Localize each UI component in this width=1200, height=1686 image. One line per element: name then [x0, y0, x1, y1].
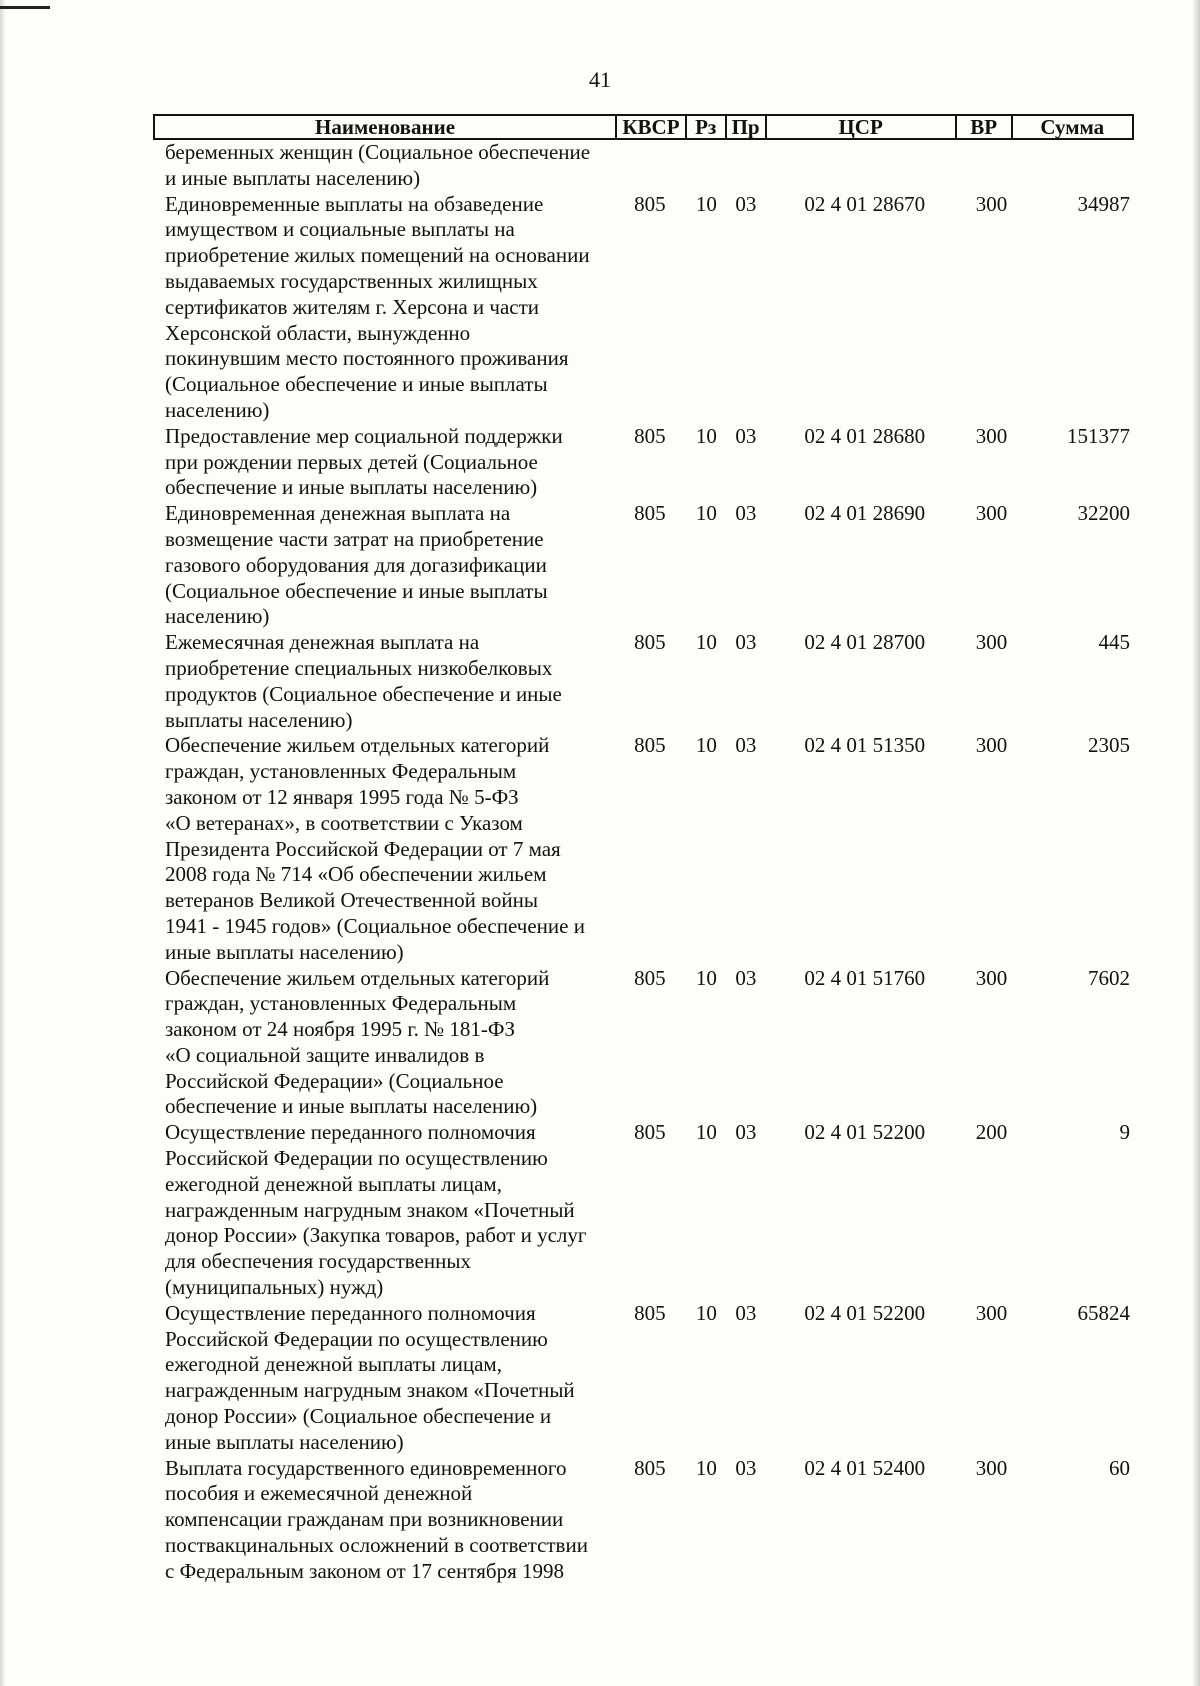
row-rz: 10 [695, 423, 717, 448]
row-csr: 02 4 01 28670 [804, 191, 926, 216]
row-sum: 9 [1119, 1120, 1130, 1145]
row-pr: 03 [735, 630, 757, 655]
row-rz: 10 [695, 1120, 717, 1145]
table-row [165, 140, 1130, 192]
row-rz: 10 [695, 630, 717, 655]
table-row [165, 966, 1130, 1121]
header-sum: Сумма [1040, 114, 1105, 139]
row-pr: 03 [735, 733, 757, 758]
row-kvsr: 805 [634, 501, 666, 526]
table-header [153, 114, 1134, 140]
header-csr: ЦСР [767, 116, 957, 138]
scan-edge-left [0, 0, 6, 1686]
row-name: беременных женщин (Социальное обеспечение и иные выплаты населению) [165, 140, 591, 190]
row-name: Осуществление переданного полномочия Российской Федерации по осуществлению ежегодной денежной выплаты лицам, награжденным нагрудным знаком «Почетный донор России» (Социальное обеспечение и иные выплаты населению) [165, 1300, 575, 1454]
row-pr: 03 [735, 501, 757, 526]
row-vr: 200 [975, 1120, 1008, 1145]
header-vr: ВР [957, 116, 1013, 138]
row-sum: 151377 [1067, 423, 1130, 448]
row-vr: 300 [975, 1300, 1008, 1325]
row-rz: 10 [695, 191, 717, 216]
table-row [165, 192, 1130, 424]
row-sum: 60 [1109, 1455, 1130, 1480]
row-kvsr: 805 [634, 733, 666, 758]
row-csr: 02 4 01 52200 [804, 1120, 926, 1145]
row-pr: 03 [735, 1300, 757, 1325]
row-name: Обеспечение жильем отдельных категорий граждан, установленных Федеральным законом от 24 ноября 1995 г. № 181-ФЗ «О социальной защите инвалидов в Российской Федерации» (Социальное обеспечение и иные выплаты населению) [165, 965, 550, 1119]
row-vr: 300 [975, 191, 1008, 216]
row-sum: 65824 [1077, 1300, 1130, 1325]
row-vr: 300 [975, 501, 1008, 526]
row-sum: 34987 [1077, 191, 1130, 216]
row-vr: 300 [975, 1455, 1008, 1480]
row-sum: 445 [1098, 630, 1130, 655]
header-kvsr: КВСР [617, 116, 687, 138]
row-kvsr: 805 [634, 191, 666, 216]
row-kvsr: 805 [634, 630, 666, 655]
row-csr: 02 4 01 28680 [804, 423, 926, 448]
row-name: Единовременные выплаты на обзаведение имуществом и социальные выплаты на приобретение жилых помещений на основании выдаваемых государственных жилищных сертификатов жителям г. Херсона и части Херсонской области, вынужденно покинувшим место постоянного проживания (Социальное обеспечение и иные выплаты населению) [165, 191, 590, 422]
table-row [165, 501, 1130, 630]
header-name: Наименование [155, 116, 617, 138]
page-number: 41 [589, 67, 611, 92]
table-row [165, 1120, 1130, 1301]
row-sum: 32200 [1077, 501, 1130, 526]
row-csr: 02 4 01 52400 [804, 1455, 926, 1480]
header-pr: Пр [727, 116, 767, 138]
row-pr: 03 [735, 1120, 757, 1145]
scan-edge-right [1192, 0, 1200, 1686]
row-vr: 300 [975, 630, 1008, 655]
row-sum: 7602 [1088, 965, 1130, 990]
row-kvsr: 805 [634, 423, 666, 448]
table-row [165, 630, 1130, 733]
row-vr: 300 [975, 423, 1008, 448]
row-csr: 02 4 01 51760 [804, 965, 926, 990]
row-kvsr: 805 [634, 1120, 666, 1145]
row-rz: 10 [695, 965, 717, 990]
row-name: Обеспечение жильем отдельных категорий граждан, установленных Федеральным законом от 12 января 1995 года № 5-ФЗ «О ветеранах», в соответствии с Указом Президента Российской Федерации от 7 мая 2008 года № 714 «Об обеспечении жильем ветеранов Великой Отечественной войны 1941 - 1945 годов» (Социальное обеспечение и иные выплаты населению) [165, 733, 585, 964]
row-name: Ежемесячная денежная выплата на приобретение специальных низкобелковых продуктов (Социальное обеспечение и иные выплаты населению) [165, 630, 562, 732]
row-pr: 03 [735, 1455, 757, 1480]
row-name: Выплата государственного единовременного пособия и ежемесячной денежной компенсации гражданам при возникновении поствакцинальных осложнений в соответствии с Федеральным законом от 17 сентября 1998 [165, 1455, 588, 1583]
table-row [165, 424, 1130, 501]
row-csr: 02 4 01 28700 [804, 630, 926, 655]
row-pr: 03 [735, 423, 757, 448]
row-vr: 300 [975, 733, 1008, 758]
row-kvsr: 805 [634, 965, 666, 990]
row-sum: 2305 [1088, 733, 1130, 758]
table-body [165, 140, 1130, 1585]
row-kvsr: 805 [634, 1300, 666, 1325]
row-rz: 10 [695, 501, 717, 526]
table-row [165, 1456, 1130, 1585]
row-name: Предоставление мер социальной поддержки при рождении первых детей (Социальное обеспечение и иные выплаты населению) [165, 423, 563, 500]
row-vr: 300 [975, 965, 1008, 990]
row-csr: 02 4 01 28690 [804, 501, 926, 526]
row-pr: 03 [735, 191, 757, 216]
scan-mark [0, 6, 50, 9]
row-rz: 10 [695, 1300, 717, 1325]
table-row [165, 733, 1130, 965]
row-kvsr: 805 [634, 1455, 666, 1480]
row-rz: 10 [695, 733, 717, 758]
header-rz: Рз [687, 116, 727, 138]
table-row [165, 1301, 1130, 1456]
row-csr: 02 4 01 52200 [804, 1300, 926, 1325]
row-rz: 10 [695, 1455, 717, 1480]
row-name: Единовременная денежная выплата на возмещение части затрат на приобретение газового оборудования для догазификации (Социальное обеспечение и иные выплаты населению) [165, 501, 548, 629]
row-name: Осуществление переданного полномочия Российской Федерации по осуществлению ежегодной денежной выплаты лицам, награжденным нагрудным знаком «Почетный донор России» (Закупка товаров, работ и услуг для обеспечения государственных (муниципальных) нужд) [165, 1120, 587, 1300]
row-csr: 02 4 01 51350 [804, 733, 926, 758]
row-pr: 03 [735, 965, 757, 990]
